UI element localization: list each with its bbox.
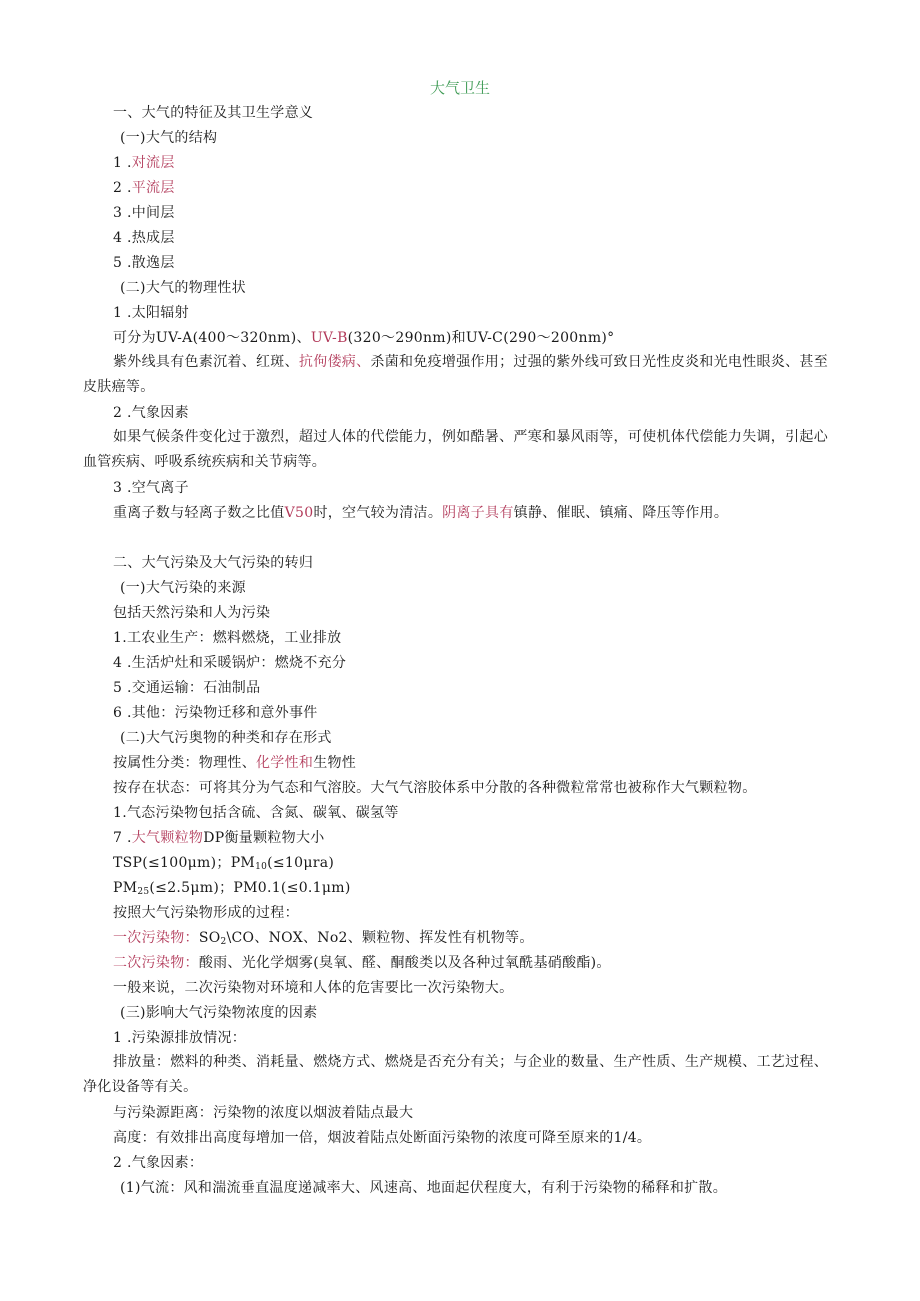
air-ions-paragraph: 重离子数与轻离子数之比值V50时，空气较为清洁。阴离子具有镇静、催眠、镇痛、降压等作用。: [113, 505, 729, 521]
pollutant-comparison: 一般来说，二次污染物对环境和人体的危害要比一次污染物大。: [113, 980, 514, 996]
attribute-classification: 按属性分类：物理性、化学性和生物性: [113, 755, 357, 771]
emission-paragraph: 排放量：燃料的种类、消耗量、燃烧方式、燃烧是否充分有关；与企业的数量、生产性质、生产规模、工艺过程、净化设备等有关。: [83, 1054, 828, 1095]
layer-4: 4 .热成层: [113, 230, 175, 246]
state-classification: 按存在状态：可将其分为气态和气溶胶。大气气溶胶体系中分散的各种微粒常常也被称作大气颗粒物。: [113, 780, 757, 796]
formation-process: 按照大气污染物形成的过程：: [113, 905, 299, 921]
tsp-pm10-line: TSP(≤100μm)；$PM_{10}(\le 10\mu ra)$: [113, 855, 335, 872]
particulate-matter: 7 .大气颗粒物DP衡量颗粒物大小: [113, 830, 325, 846]
subsection-physical: (二)大气的物理性状: [120, 280, 246, 296]
source-item-4: 6 .其他：污染物迁移和意外事件: [113, 705, 318, 721]
subsection-types: (二)大气污奥物的种类和存在形式: [120, 730, 332, 746]
item-meteorology: 2 .气象因素：: [113, 1155, 204, 1171]
source-item-2: 4 .生活炉灶和采暖锅炉：燃烧不充分: [113, 655, 347, 671]
airflow-line: (1)气流：风和湍流垂直温度递减率大、风速高、地面起伏程度大，有利于污染物的稀释和扩散。: [120, 1180, 728, 1196]
item-air-ions: 3 .空气离子: [113, 480, 189, 496]
subsection-sources: (一)大气污染的来源: [120, 580, 246, 596]
subsection-structure: (一)大气的结构: [120, 130, 218, 146]
layer-5: 5 .散逸层: [113, 255, 175, 271]
primary-pollutants: 一次污染物：$SO_2\backslash CO$、NOX、No2、颗粒物、挥发性有机物等。: [113, 930, 534, 947]
distance-line: 与污染源距离：污染物的浓度以烟波着陆点最大: [113, 1105, 414, 1121]
weather-paragraph: 如果气候条件变化过于激烈，超过人体的代偿能力，例如酷暑、严寒和暴风雨等，可使机体代偿能力失调，引起心血管疾病、呼吸系统疾病和关节病等。: [83, 429, 828, 470]
subsection-factors: (三)影响大气污染物浓度的因素: [120, 1005, 318, 1021]
sources-intro: 包括天然污染和人为污染: [113, 605, 271, 621]
section-1-heading: 一、大气的特征及其卫生学意义: [113, 105, 314, 121]
layer-2: 2 .平流层: [113, 180, 175, 196]
page-title: 大气卫生: [429, 79, 490, 97]
item-emission: 1 .污染源排放情况：: [113, 1030, 247, 1046]
uv-effects-paragraph: 紫外线具有色素沉着、红斑、抗佝偻病、杀菌和免疫增强作用；过强的紫外线可致日光性皮炎和光电性眼炎、甚至皮肤癌等。: [83, 354, 829, 395]
section-2-heading: 二、大气污染及大气污染的转归: [113, 555, 314, 571]
layer-3: 3 .中间层: [113, 205, 175, 221]
layer-1: 1 .对流层: [113, 155, 175, 171]
source-item-3: 5 .交通运输：石油制品: [113, 680, 261, 696]
gaseous-pollutants: 1.气态污染物包括含硫、含氮、碳氧、碳氢等: [113, 805, 399, 821]
uv-classification: 可分为UV-A(400～320nm)、UV-B(320～290nm)和UV-C(290～200nm)°: [113, 330, 615, 346]
item-weather: 2 .气象因素: [113, 405, 189, 421]
source-item-1: 1.工农业生产：燃料燃烧，工业排放: [113, 630, 342, 646]
height-line: 高度：有效排出高度每增加一倍，烟波着陆点处断面污染物的浓度可降至原来的1/4。: [113, 1130, 652, 1146]
pm25-pm01-line: $PM_{25}(\le 2.5\mu m)$；PM0.1(≤0.1μm): [113, 880, 351, 897]
secondary-pollutants: 二次污染物：酸雨、光化学烟雾(臭氧、醛、酮酸类以及各种过氧酰基硝酸酯)。: [113, 955, 611, 971]
item-solar-radiation: 1 .太阳辐射: [113, 305, 189, 321]
